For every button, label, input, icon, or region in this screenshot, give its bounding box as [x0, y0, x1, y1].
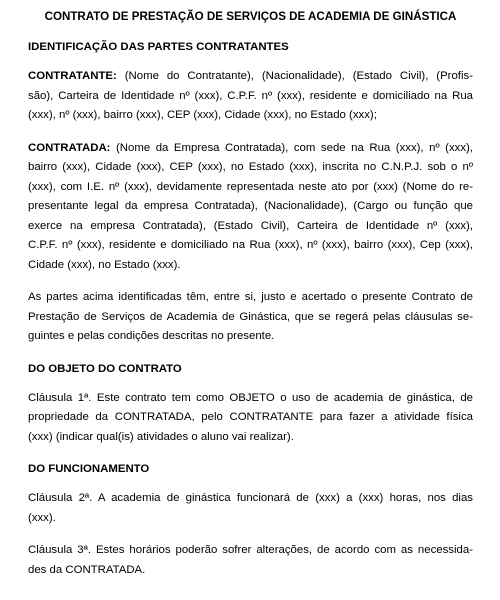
clausula-3-line-1: Cláusula 3ª. Estes horários poderão sofrer alterações, de acordo com as necessida-	[28, 544, 473, 556]
contratada-line-1: CONTRATADA: (Nome da Empresa Contratada), com sede na Rua (xxx), nº (xxx),	[28, 141, 473, 154]
intro-line-2: Prestação de Serviços de Academia de Ginástica, que se regerá pelas cláusulas se-	[28, 310, 473, 323]
clausula-3-line-2: des da CONTRATADA.	[28, 563, 146, 576]
contratante-paragraph	[28, 67, 473, 126]
clausula-1-line-2: propriedade da CONTRATADA, pelo CONTRATANTE para fazer a atividade física	[28, 411, 473, 423]
clausula-2-line-2: (xxx).	[28, 511, 56, 524]
clausula-1-line-1: Cláusula 1ª. Este contrato tem como OBJETO o uso de academia de ginástica, de	[28, 391, 473, 404]
contratante-line-3: (xxx), nº (xxx), bairro (xxx), CEP (xxx), Cidade (xxx), no Estado (xxx);	[28, 109, 377, 121]
contratante-line-2: são), Carteira de Identidade nº (xxx), C.P.F. nº (xxx), residente e domiciliado na Rua	[28, 89, 473, 102]
clausula-1-paragraph	[28, 389, 473, 448]
funcionamento-heading: DO FUNCIONAMENTO	[28, 463, 150, 475]
clausula-3-paragraph	[28, 541, 473, 580]
clausula-2-paragraph	[28, 489, 473, 528]
intro-line-1: As partes acima identificadas têm, entre si, justo e acertado o presente Contrato de	[28, 291, 473, 303]
document-title: CONTRATO DE PRESTAÇÃO DE SERVIÇOS DE ACADEMIA DE GINÁSTICA	[44, 10, 457, 23]
contratada-line-2: bairro (xxx), Cidade (xxx), CEP (xxx), no Estado (xxx), inscrita no C.N.P.J. sob o nº	[28, 161, 473, 173]
clausula-1-line-3: (xxx) (indicar qual(is) atividades o aluno vai realizar).	[28, 430, 294, 443]
contratada-paragraph	[28, 139, 473, 276]
contratada-line-6: C.P.F. nº (xxx), residente e domiciliado na Rua (xxx), nº (xxx), bairro (xxx), Cep (xxx),	[28, 239, 473, 251]
contratada-line-5: exerce na empresa Contratada), (Estado Civil), Carteira de Identidade nº (xxx),	[28, 219, 473, 232]
contratada-line-7: Cidade (xxx), no Estado (xxx).	[28, 258, 181, 271]
contratada-line-4: presentante legal da empresa Contratada), (Nacionalidade), (Cargo ou função que	[28, 200, 473, 212]
contratada-line-3: (xxx), com I.E. nº (xxx), devidamente representada neste ato por (xxx) (Nome do re-	[28, 180, 473, 193]
intro-line-3: guintes e pelas condições descritas no presente.	[28, 330, 275, 342]
parties-heading: IDENTIFICAÇÃO DAS PARTES CONTRATANTES	[28, 41, 289, 53]
intro-paragraph	[28, 288, 473, 347]
contratante-line-1: CONTRATANTE: (Nome do Contratante), (Nacionalidade), (Estado Civil), (Profis-	[28, 70, 473, 82]
contratada-label: CONTRATADA:	[28, 141, 111, 154]
clausula-2-line-1: Cláusula 2ª. A academia de ginástica funcionará de (xxx) a (xxx) horas, nos dias	[28, 492, 473, 504]
objeto-heading: DO OBJETO DO CONTRATO	[28, 362, 182, 375]
contratante-label: CONTRATANTE:	[28, 70, 117, 82]
